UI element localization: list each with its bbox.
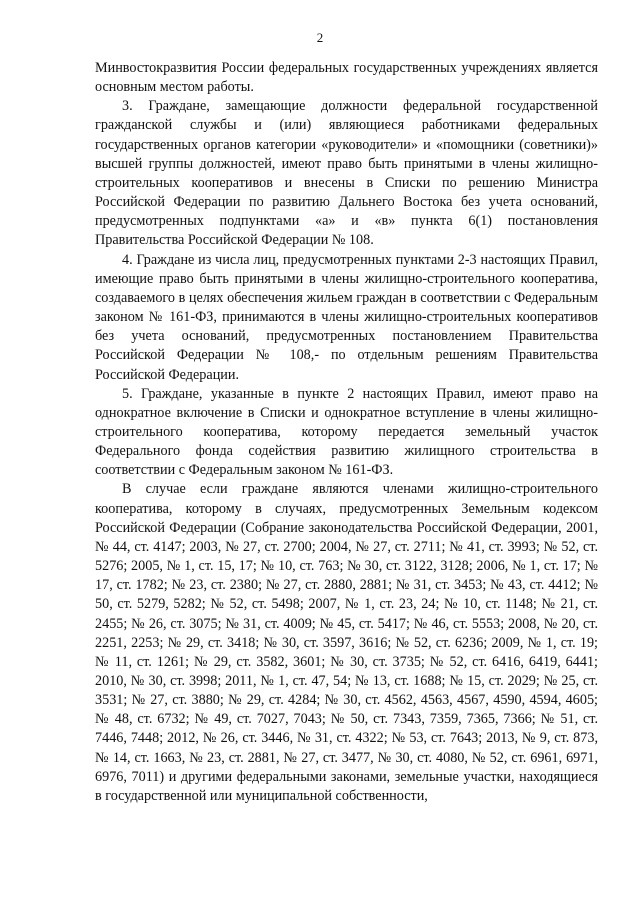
paragraph-item-3: 3. Граждане, замещающие должности федеральной государственной гражданской службы и (или) являющиеся работниками федеральных государственных органов категории «руководители» и «помощники (советники)» высшей группы должностей, имеют право быть принятыми в члены жилищно-строительных кооперативов и внесены в Списки по решению Министра Российской Федерации по развитию Дальнего Востока без учета оснований, предусмотренных подпунктами «а» и «в» пункта 6(1) постановления Правительства Российской Федерации № 108. xyxy=(95,98,598,249)
page-number: 2 xyxy=(316,30,324,45)
paragraph-item-5: 5. Граждане, указанные в пункте 2 настоящих Правил, имеют право на однократное включение в Списки и однократное вступление в члены жилищно-строительного кооператива, которому передается земельный участок Федерального фонда содействия развитию жилищного строительства в соответствии с Федеральным законом № 161-ФЗ. xyxy=(95,385,598,479)
paragraph-item-5-continued: В случае если граждане являются членами жилищно-строительного кооператива, которому в случаях, предусмотренных Земельным кодексом Российской Федерации (Собрание законодательства Российской Федерации, 2001, № 44, ст. 4147; 2003, № 27, ст. 2700; 2004, № 27, ст. 2711; № 41, ст. 3993; № 52, ст. 5276; 2005, № 1, ст. 15, 17; № 10, ст. 763; № 30, ст. 3122, 3128; 2006, № 1, ст. 17; № 17, ст. 1782; № 23, ст. 2380; № 27, ст. 2880, 2881; № 31, ст. 3453; № 43, ст. 4412; № 50, ст. 5279, 5282; № 52, ст. 5498; 2007, № 1, ст. 23, 24; № 10, ст. 1148; № 21, ст. 2455; № 26, ст. 3075; № 31, ст. 4009; № 45, ст. 5417; № 46, ст. 5553; 2008, № 20, ст. 2251, 2253; № 29, ст. 3418; № 30, ст. 3597, 3616; № 52, ст. 6236; 2009, № 1, ст. 19; № 11, ст. 1261; № 29, ст. 3582, 3601; № 30, ст. 3735; № 52, ст. 6416, 6419, 6441; 2010, № 30, ст. 3998; 2011, № 1, ст. 47, 54; № 13, ст. 1688; № 15, ст. 2029; № 25, ст. 3531; № 27, ст. 3880; № 29, ст. 4284; № 30, ст. 4562, 4563, 4567, 4590, 4594, 4605; № 48, ст. 6732; № 49, ст. 7027, 7043; № 50, ст. 7343, 7359, 7365, 7366; № 51, ст. 7446, 7448; 2012, № 26, ст. 3446, № 31, ст. 4322; № 53, ст. 7643; 2013, № 9, ст. 873, № 14, ст. 1663, № 23, ст. 2881, № 27, ст. 3477, № 30, ст. 4080, № 52, ст. 6961, 6971, 6976, 7011) и другими федеральными законами, земельные участки, находящиеся в государственной или муниципальной собственности, xyxy=(95,481,598,804)
paragraph-continuation: Минвостокразвития России федеральных государственных учреждениях является основным местом работы. xyxy=(95,60,598,96)
paragraph-item-4: 4. Граждане из числа лиц, предусмотренных пунктами 2-3 настоящих Правил, имеющие право быть принятыми в члены жилищно-строительного кооператива, создаваемого в целях обеспечения жильем граждан в соответствии с Федеральным законом № 161-ФЗ, принимаются в члены жилищно-строительных кооперативов без учета оснований, предусмотренных постановлением Правительства Российской Федерации № 108,- по отдельным решениям Правительства Российской Федерации. xyxy=(95,251,598,383)
document-body xyxy=(95,59,598,806)
